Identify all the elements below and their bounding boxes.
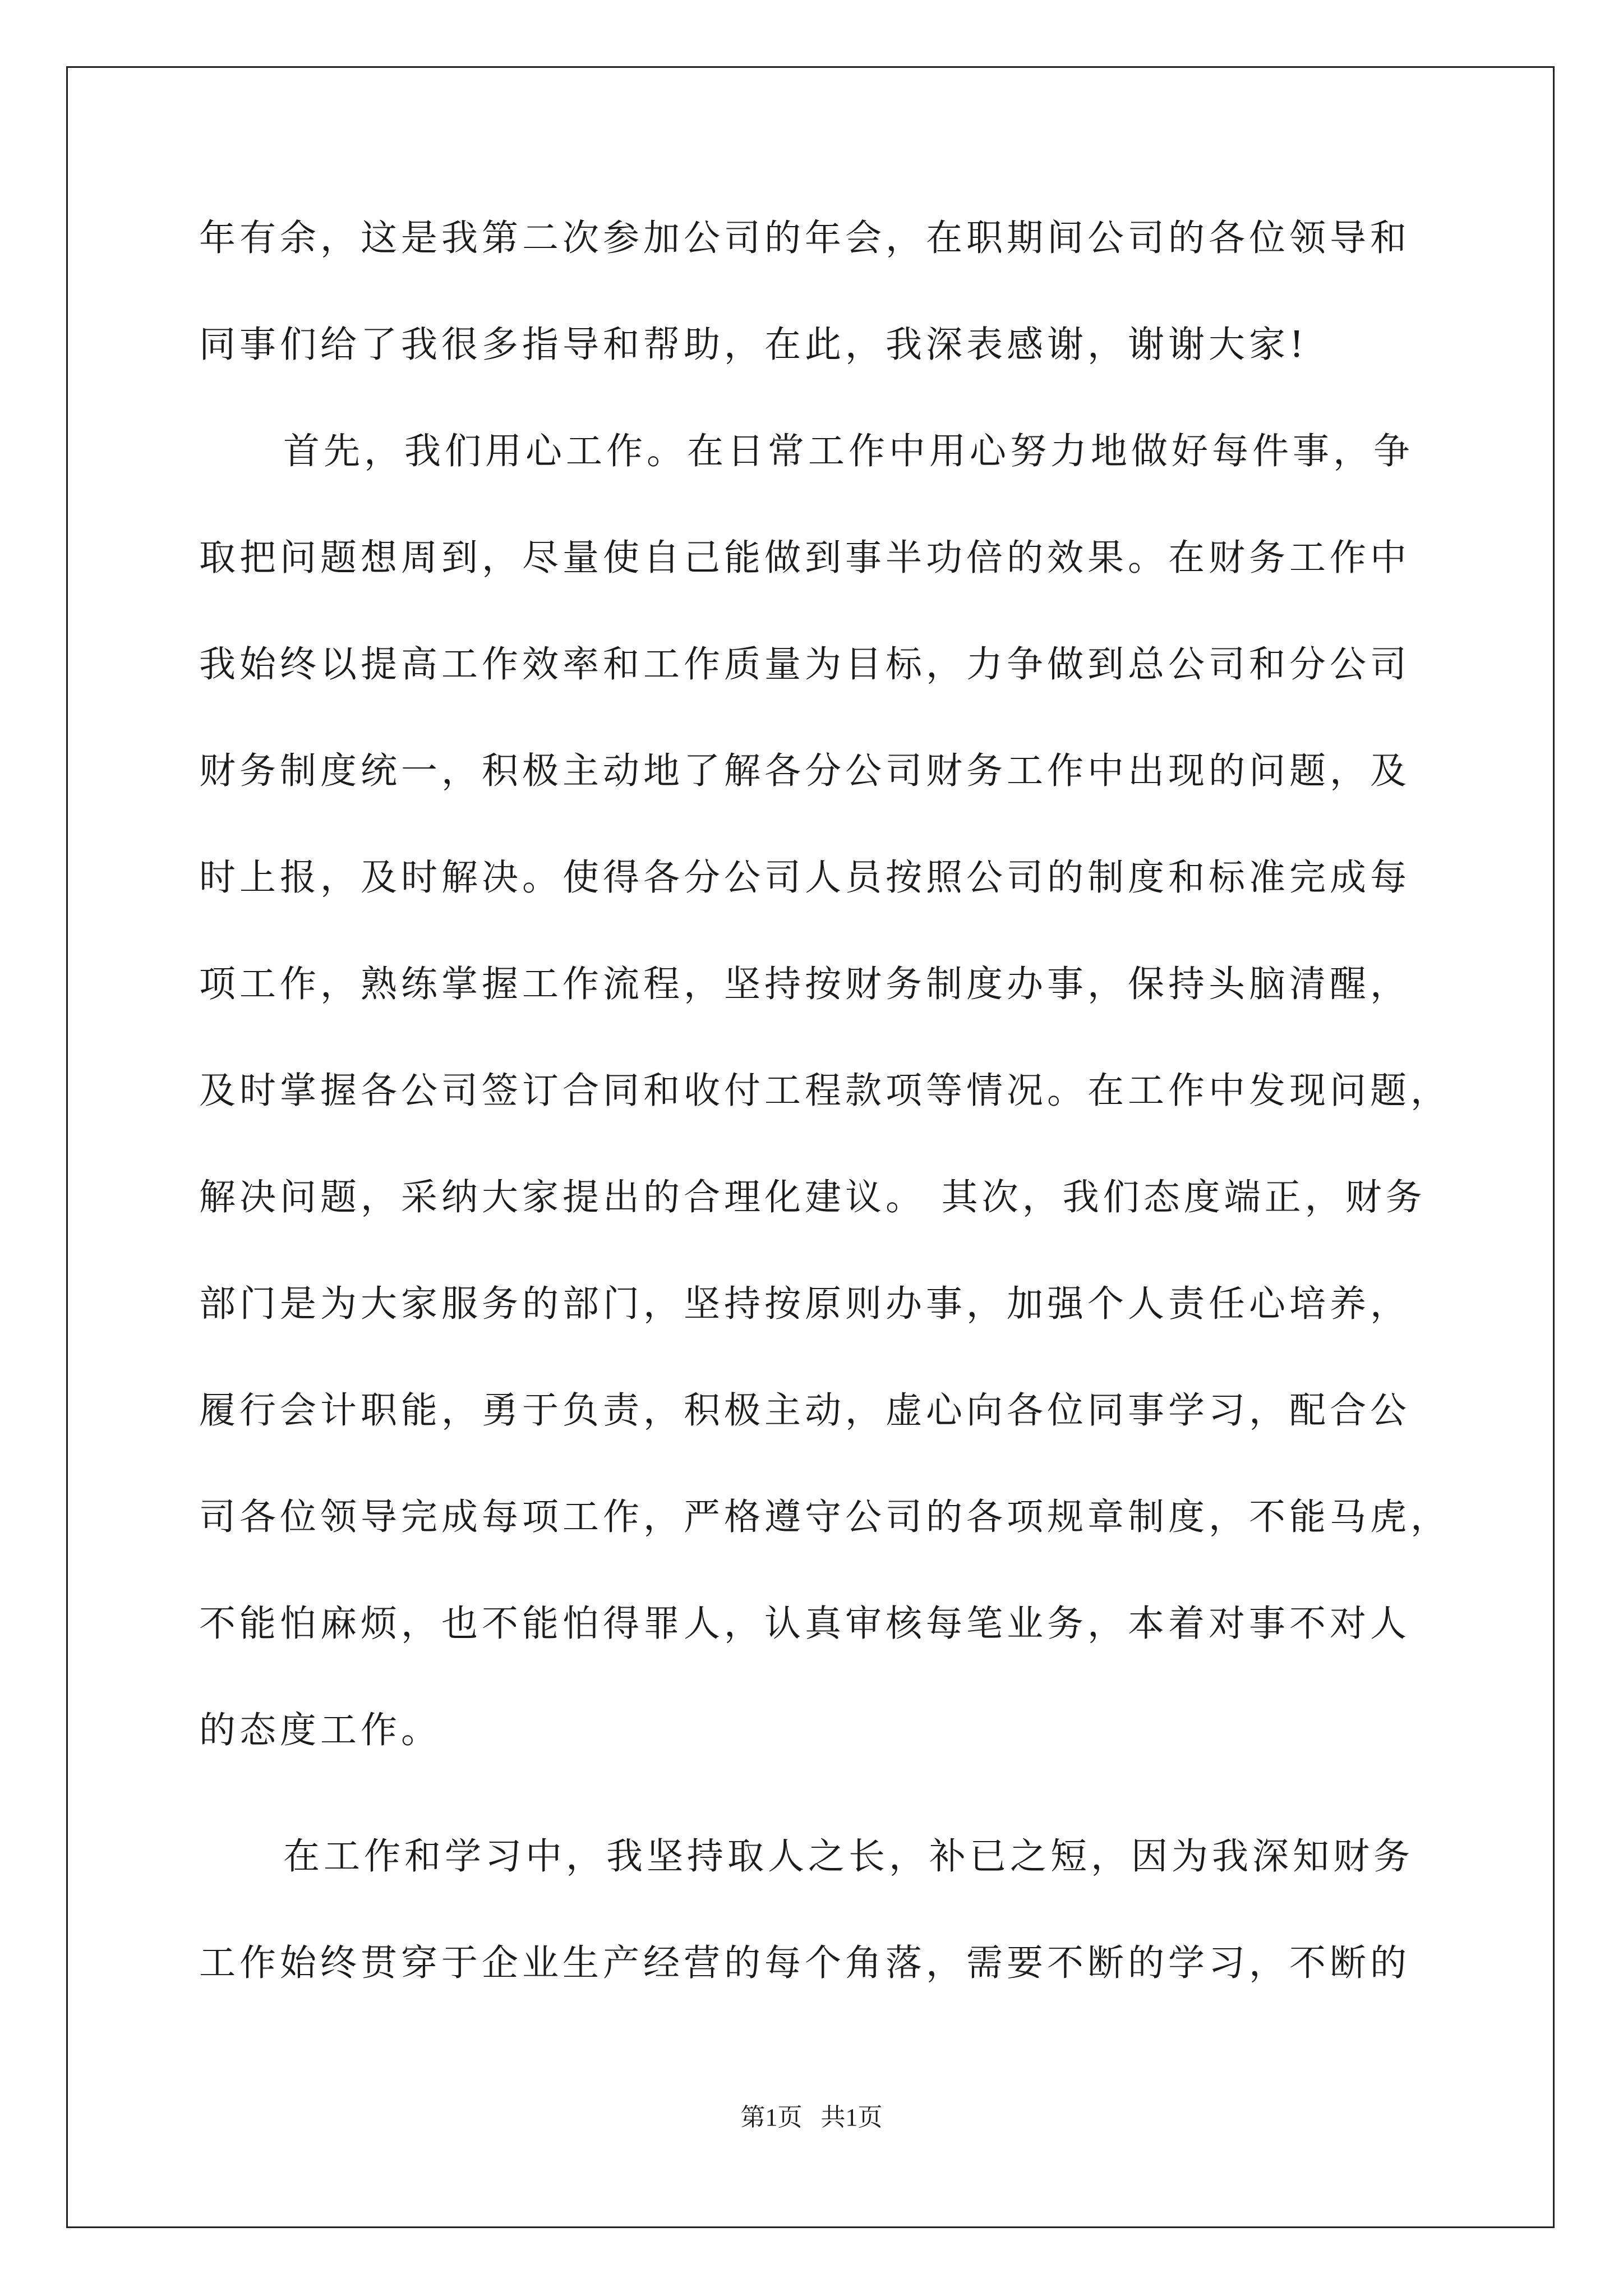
text-line: 首先，我们用心工作。在日常工作中用心努力地做好每件事，争 — [283, 430, 1414, 472]
text-line: 司各位领导完成每项工作，严格遵守公司的各项规章制度，不能马虎， — [199, 1496, 1451, 1538]
text-line: 不能怕麻烦，也不能怕得罪人，认真审核每笔业务，本着对事不对人 — [199, 1603, 1411, 1645]
page-border — [66, 66, 1555, 2228]
text-line: 时上报，及时解决。使得各分公司人员按照公司的制度和标准完成每 — [199, 857, 1411, 899]
text-line: 取把问题想周到，尽量使自己能做到事半功倍的效果。在财务工作中 — [199, 537, 1411, 579]
text-line: 解决问题，采纳大家提出的合理化建议。 其次，我们态度端正，财务 — [199, 1176, 1426, 1218]
text-line: 及时掌握各公司签订合同和收付工程款项等情况。在工作中发现问题， — [199, 1070, 1451, 1112]
text-line: 财务制度统一，积极主动地了解各分公司财务工作中出现的问题，及 — [199, 750, 1411, 792]
page-number: 第1页 共1页 — [740, 2104, 883, 2131]
text-line: 同事们给了我很多指导和帮助，在此，我深表感谢，谢谢大家! — [199, 324, 1308, 366]
text-line: 部门是为大家服务的部门，坚持按原则办事，加强个人责任心培养， — [199, 1283, 1411, 1325]
text-line: 的态度工作。 — [199, 1709, 442, 1751]
text-line: 在工作和学习中，我坚持取人之长，补已之短，因为我深知财务 — [283, 1835, 1414, 1878]
text-line: 年有余，这是我第二次参加公司的年会，在职期间公司的各位领导和 — [199, 217, 1411, 259]
text-line: 工作始终贯穿于企业生产经营的每个角落，需要不断的学习，不断的 — [199, 1942, 1411, 1984]
text-line: 我始终以提高工作效率和工作质量为目标，力争做到总公司和分公司 — [199, 643, 1411, 685]
text-line: 项工作，熟练掌握工作流程，坚持按财务制度办事，保持头脑清醒， — [199, 963, 1411, 1005]
text-line: 履行会计职能，勇于负责，积极主动，虚心向各位同事学习，配合公 — [199, 1389, 1411, 1432]
